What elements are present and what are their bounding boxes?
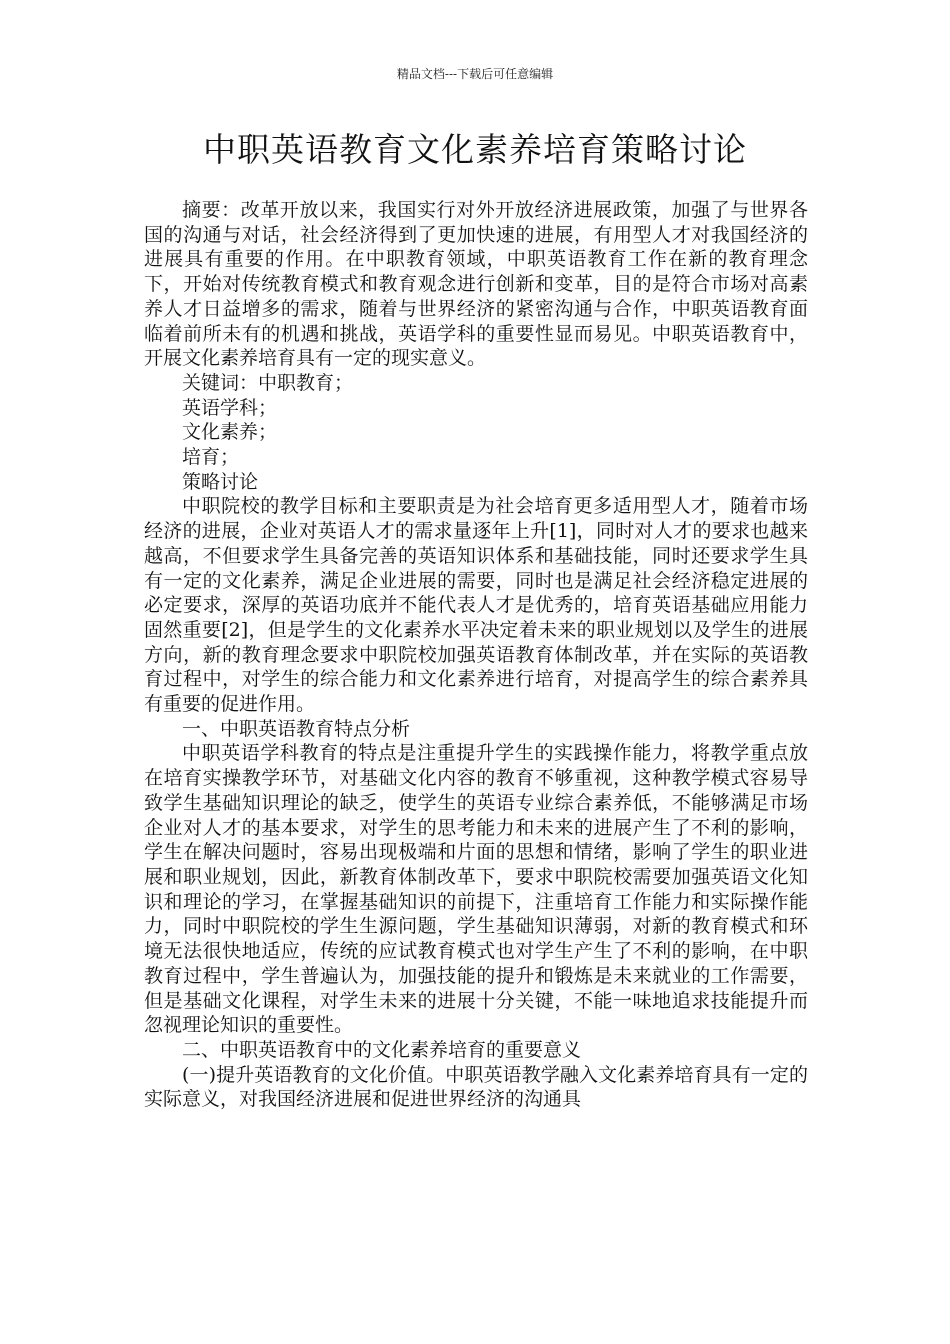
keyword-item: 文化素养； <box>182 421 278 444</box>
document-title: 中职英语教育文化素养培育策略讨论 <box>203 130 747 169</box>
keyword-item: 培育； <box>182 446 240 469</box>
page-header: 精品文档---下载后可任意编辑 <box>396 67 554 81</box>
subsection-1-paragraph: (一)提升英语教育的文化价值。中职英语教学融入文化素养培育具有一定的实际意义，对我国经济进展和促进世界经济的沟通具 <box>144 1063 808 1111</box>
keywords-line: 关键词：中职教育； <box>182 371 354 394</box>
document-body <box>144 198 808 1112</box>
keyword-item: 英语学科； <box>182 396 278 419</box>
intro-paragraph: 中职院校的教学目标和主要职责是为社会培育更多适用型人才，随着市场经济的进展，企业对英语人才的需求量逐年上升[1]，同时对人才的要求也越来越高，不但要求学生具备完善的英语知识体系和基础技能，同时还要求学生具有一定的文化素养，满足企业进展的需要，同时也是满足社会经济稳定进展的必定要求，深厚的英语功底并不能代表人才是优秀的，培育英语基础应用能力固然重要[2]，但是学生的文化素养水平决定着未来的职业规划以及学生的进展方向，新的教育理念要求中职院校加强英语教育体制改革，并在实际的英语教育过程中，对学生的综合能力和文化素养进行培育，对提高学生的综合素养具有重要的促进作用。 <box>144 495 808 716</box>
section-heading-2: 二、中职英语教育中的文化素养培育的重要意义 <box>182 1038 582 1061</box>
section-heading-1: 一、中职英语教育特点分析 <box>182 717 411 740</box>
keyword-item: 策略讨论 <box>182 470 259 493</box>
section-1-paragraph: 中职英语学科教育的特点是注重提升学生的实践操作能力，将教学重点放在培育实操教学环节，对基础文化内容的教育不够重视，这种教学模式容易导致学生基础知识理论的缺乏，使学生的英语专业综合素养低，不能够满足市场企业对人才的基本要求，对学生的思考能力和未来的进展产生了不利的影响，学生在解决问题时，容易出现极端和片面的思想和情绪，影响了学生的职业进展和职业规划，因此，新教育体制改革下，要求中职院校需要加强英语文化知识和理论的学习，在掌握基础知识的前提下，注重培育工作能力和实际操作能力，同时中职院校的学生生源问题，学生基础知识薄弱，对新的教育模式和环境无法很快地适应，传统的应试教育模式也对学生产生了不利的影响，在中职教育过程中，学生普遍认为，加强技能的提升和锻炼是未来就业的工作需要，但是基础文化课程，对学生未来的进展十分关键，不能一味地追求技能提升而忽视理论知识的重要性。 <box>144 742 808 1037</box>
abstract-paragraph: 摘要：改革开放以来，我国实行对外开放经济进展政策，加强了与世界各国的沟通与对话，社会经济得到了更加快速的进展，有用型人才对我国经济的进展具有重要的作用。在中职教育领域，中职英语教育工作在新的教育理念下，开始对传统教育模式和教育观念进行创新和变革，目的是符合市场对高素养人才日益增多的需求，随着与世界经济的紧密沟通与合作，中职英语教育面临着前所未有的机遇和挑战，英语学科的重要性显而易见。中职英语教育中，开展文化素养培育具有一定的现实意义。 <box>144 199 808 370</box>
